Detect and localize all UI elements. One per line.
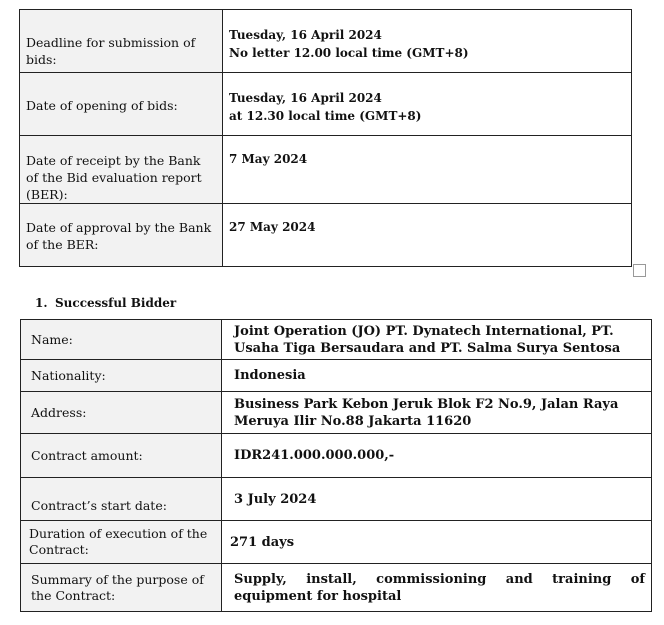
section-number: 1. — [35, 296, 48, 310]
deadline-date: Tuesday, 16 April 2024 — [229, 28, 382, 42]
name-label: Name: — [21, 320, 222, 360]
table-resize-handle[interactable] — [633, 264, 646, 277]
opening-value-cell — [223, 73, 632, 136]
opening-label-cell — [20, 73, 223, 136]
ber-receipt-value-cell — [223, 136, 632, 204]
address-value: Business Park Kebon Jeruk Blok F2 No.9, Jalan Raya Meruya Ilir No.88 Jakarta 11620 — [222, 392, 652, 434]
section-title: Successful Bidder — [55, 296, 177, 310]
table-row — [21, 434, 652, 478]
table-row — [21, 320, 652, 360]
start-date-label: Contract’s start date: — [21, 478, 222, 521]
amount-label: Contract amount: — [21, 434, 222, 478]
address-label: Address: — [21, 392, 222, 434]
summary-label: Summary of the purpose of the Contract: — [21, 564, 222, 612]
opening-label: Date of opening of bids: — [26, 98, 178, 113]
successful-bidder-table — [20, 319, 652, 612]
duration-label: Duration of execution of the Contract: — [21, 521, 222, 564]
ber-receipt-label-cell — [20, 136, 223, 204]
opening-date: Tuesday, 16 April 2024 — [229, 91, 382, 105]
amount-value: IDR241.000.000.000,- — [222, 434, 652, 478]
ber-receipt-date: 7 May 2024 — [229, 152, 308, 166]
bid-schedule-table — [19, 9, 632, 267]
table-row — [21, 360, 652, 392]
summary-value: Supply, install, commissioning and training of equipment for hospital — [222, 564, 652, 612]
opening-time: at 12.30 local time (GMT+8) — [229, 109, 422, 123]
nationality-label: Nationality: — [21, 360, 222, 392]
nationality-value: Indonesia — [222, 360, 652, 392]
name-value: Joint Operation (JO) PT. Dynatech International, PT. Usaha Tiga Bersaudara and PT. Salma Surya Sentosa — [222, 320, 652, 360]
deadline-label-cell — [20, 10, 223, 73]
ber-approval-label: Date of approval by the Bank of the BER: — [26, 220, 212, 252]
table-row — [20, 73, 632, 136]
table-row — [20, 10, 632, 73]
table-row — [20, 136, 632, 204]
table-row — [21, 478, 652, 521]
ber-approval-date: 27 May 2024 — [229, 220, 316, 234]
table-row — [21, 564, 652, 612]
ber-approval-label-cell — [20, 204, 223, 267]
deadline-value-cell — [223, 10, 632, 73]
ber-approval-value-cell — [223, 204, 632, 267]
table-row — [20, 204, 632, 267]
deadline-time: No letter 12.00 local time (GMT+8) — [229, 46, 469, 60]
ber-receipt-label: Date of receipt by the Bank of the Bid evaluation report (BER): — [26, 153, 202, 202]
table-row — [21, 521, 652, 564]
section-heading — [35, 295, 176, 311]
deadline-label: Deadline for submission of bids: — [26, 35, 196, 67]
start-date-value: 3 July 2024 — [222, 478, 652, 521]
duration-value: 271 days — [222, 521, 652, 564]
table-row — [21, 392, 652, 434]
